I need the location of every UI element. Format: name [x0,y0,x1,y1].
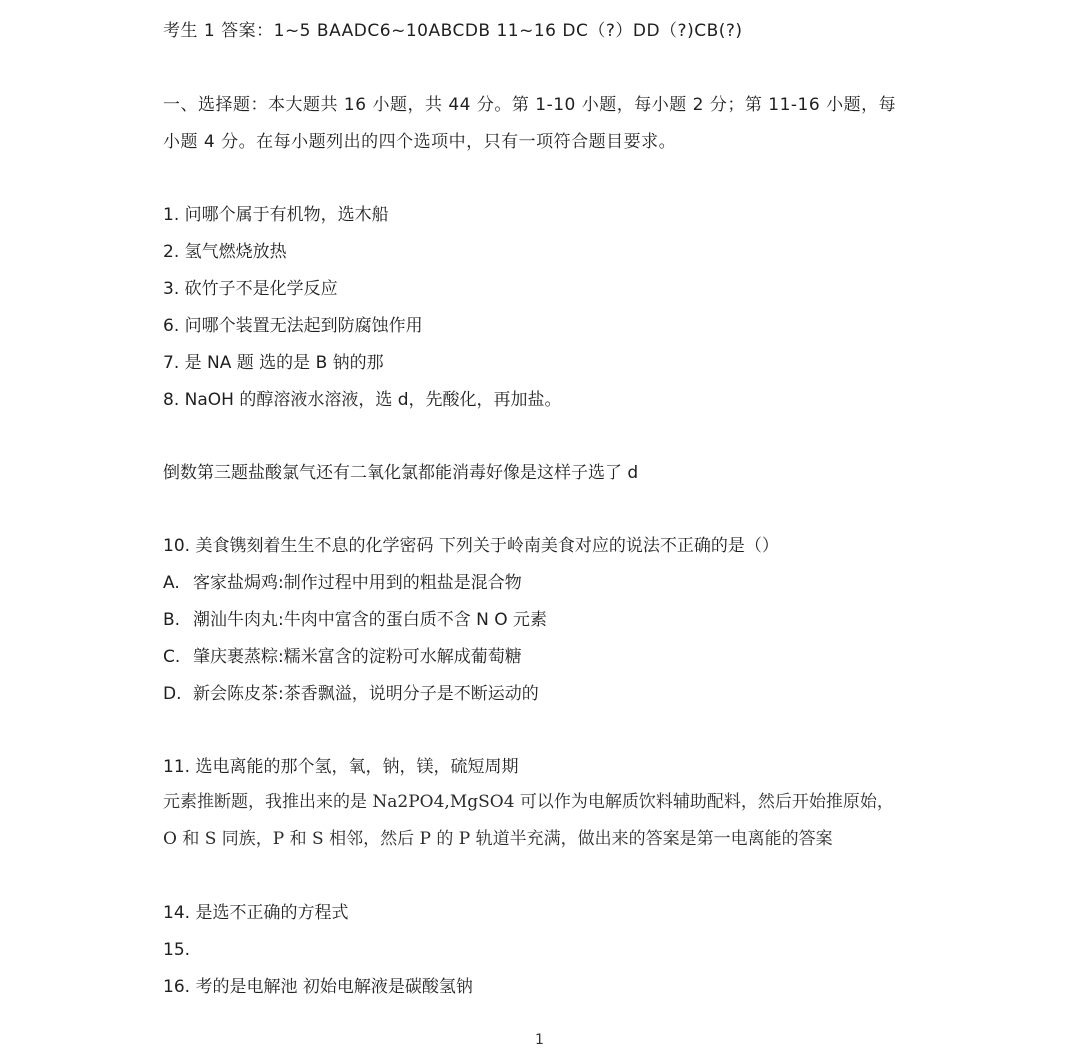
question-10-option-c [163,645,522,669]
note-item: 2. 氢气燃烧放热 [163,242,287,262]
note-item: 6. 问哪个装置无法起到防腐蚀作用 [163,316,423,336]
question-10-stem: 10. 美食镌刻着生生不息的化学密码 下列关于岭南美食对应的说法不正确的是（） [163,536,779,556]
section-header-line-1: 一、选择题：本大题共 16 小题，共 44 分。第 1-10 小题，每小题 2 分；第 11-16 小题，每 [163,95,897,115]
question-10-option-b [163,608,547,632]
note-item: 3. 砍竹子不是化学反应 [163,279,338,299]
page-number: 1 [535,1032,544,1048]
question-10-option-a [163,571,522,595]
question-11-explain-line-1: 元素推断题，我推出来的是 Na2PO4,MgSO4 可以作为电解质饮料辅助配料，然后开始推原始， [163,792,894,812]
question-11-explain-line-2: O 和 S 同族，P 和 S 相邻，然后 P 的 P 轨道半充满，做出来的答案是第一电离能的答案 [163,829,833,849]
note-item: 16. 考的是电解池 初始电解液是碳酸氢钠 [163,977,473,997]
note-item: 7. 是 NA 题 选的是 B 钠的那 [163,353,384,373]
section-header-line-2: 小题 4 分。在每小题列出的四个选项中，只有一项符合题目要求。 [163,132,677,152]
note-item: 1. 问哪个属于有机物，选木船 [163,205,389,225]
option-letter: B. [163,610,181,630]
option-text: 肇庆裹蒸粽:糯米富含的淀粉可水解成葡萄糖 [193,647,522,667]
option-letter: A. [163,573,180,593]
note-third-last: 倒数第三题盐酸氯气还有二氧化氯都能消毒好像是这样子选了 d [163,463,639,483]
option-letter: C. [163,647,181,667]
answer-line: 考生 1 答案：1~5 BAADC6~10ABCDB 11~16 DC（?）DD（?)CB(?) [163,21,743,41]
option-text: 潮汕牛肉丸:牛肉中富含的蛋白质不含 N O 元素 [193,610,548,630]
question-10-option-d [163,682,539,706]
option-text: 新会陈皮茶:茶香飘溢，说明分子是不断运动的 [193,684,539,704]
note-item: 15. [163,940,191,960]
note-item: 8. NaOH 的醇溶液水溶液，选 d，先酸化，再加盐。 [163,390,562,410]
option-letter: D. [163,684,182,704]
note-item: 14. 是选不正确的方程式 [163,903,349,923]
question-11-title: 11. 选电离能的那个氢，氧，钠，镁，硫短周期 [163,757,519,777]
option-text: 客家盐焗鸡:制作过程中用到的粗盐是混合物 [193,573,522,593]
